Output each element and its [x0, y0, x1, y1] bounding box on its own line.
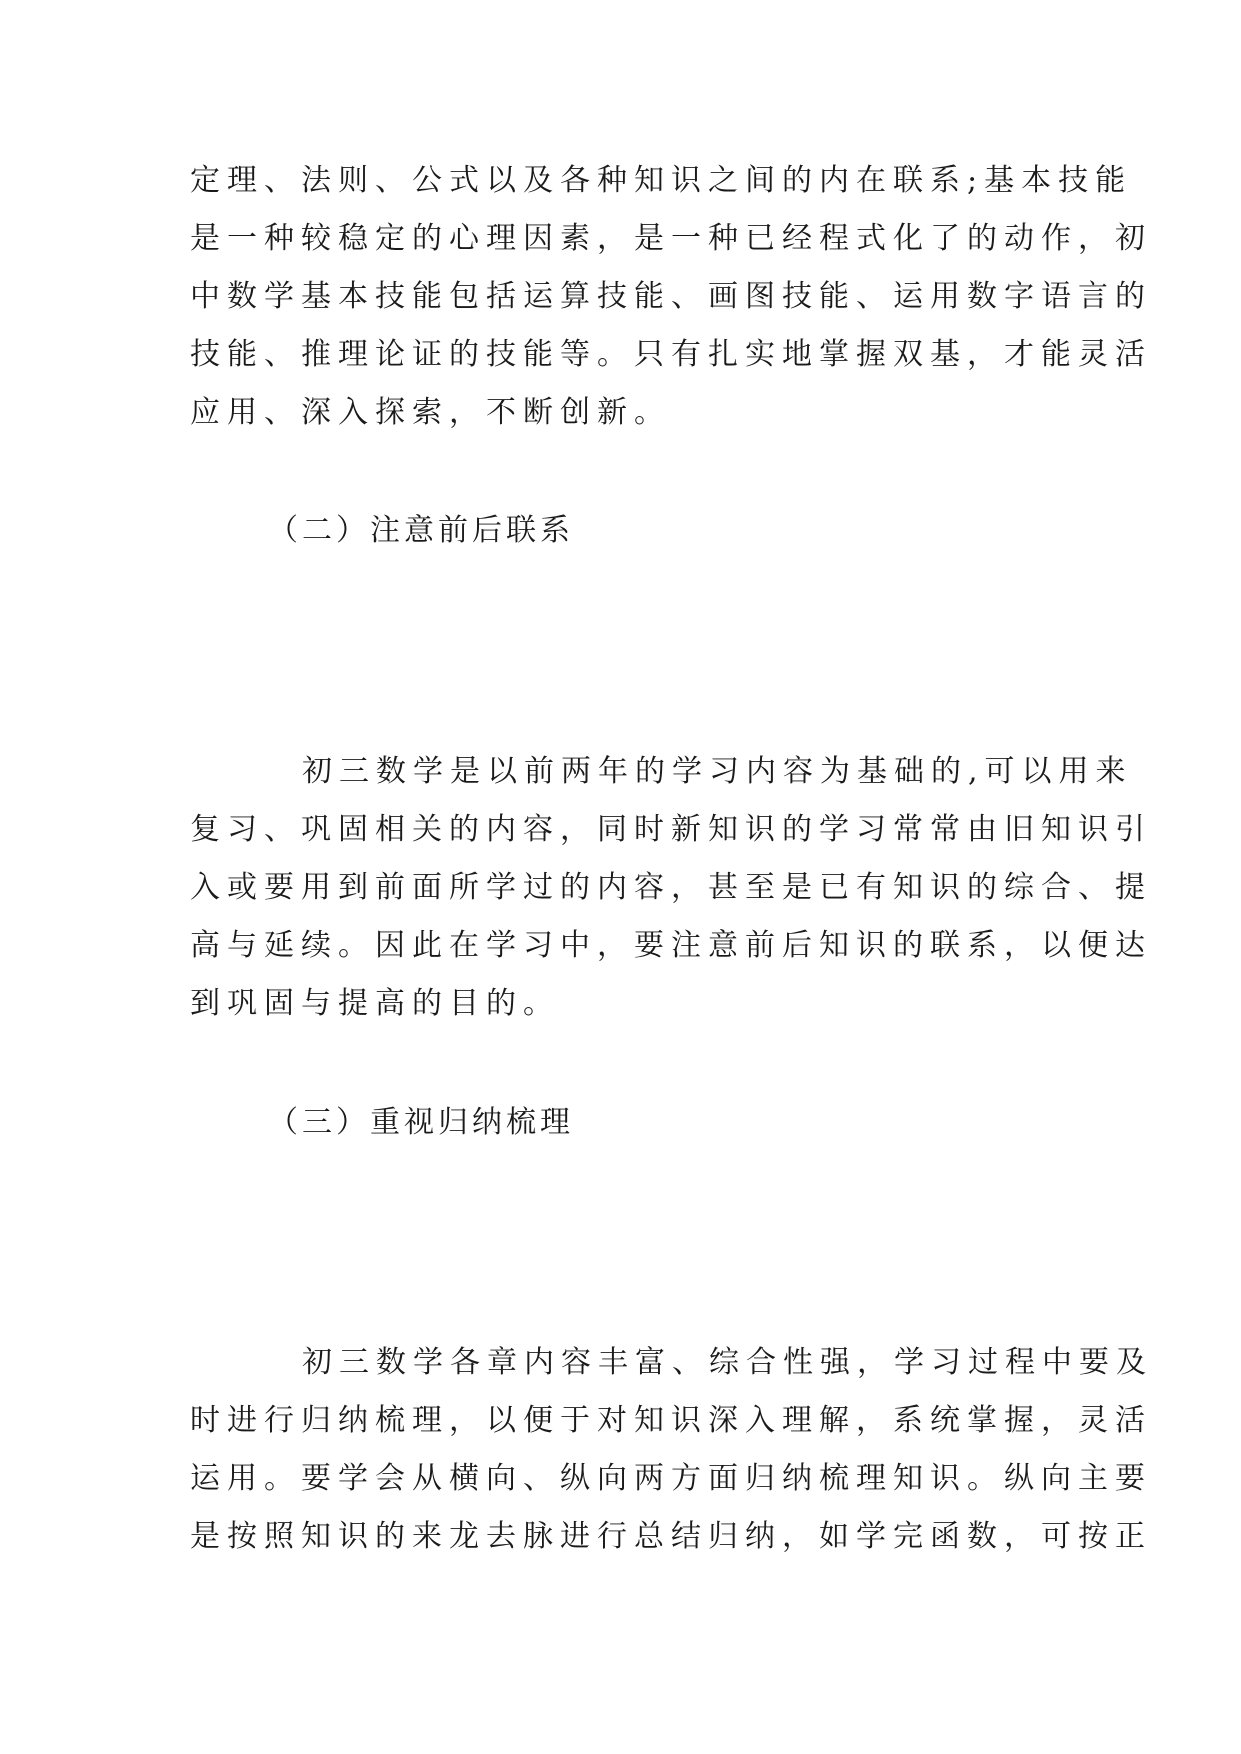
paragraph-line: 应用、深入探索，不断创新。	[190, 395, 671, 430]
paragraph-line: 初三数学各章内容丰富、综合性强，学习过程中要及	[302, 1345, 1153, 1380]
paragraph-line: 中数学基本技能包括运算技能、画图技能、运用数字语言的	[190, 279, 1152, 314]
paragraph-line: 运用。要学会从横向、纵向两方面归纳梳理知识。纵向主要	[190, 1461, 1152, 1496]
paragraph-summarize	[190, 1334, 1153, 1566]
paragraph-basic-skills	[190, 152, 1152, 442]
paragraph-line: 时进行归纳梳理，以便于对知识深入理解，系统掌握，灵活	[190, 1403, 1152, 1438]
paragraph-line: 定理、法则、公式以及各种知识之间的内在联系;基本技能	[190, 163, 1133, 198]
paragraph-line: 是按照知识的来龙去脉进行总结归纳，如学完函数，可按正	[190, 1519, 1152, 1554]
paragraph-line: 初三数学是以前两年的学习内容为基础的,可以用来	[302, 754, 1133, 789]
paragraph-line: 高与延续。因此在学习中，要注意前后知识的联系，以便达	[190, 928, 1152, 963]
paragraph-line: 技能、推理论证的技能等。只有扎实地掌握双基，才能灵活	[190, 337, 1152, 372]
section-heading-3: （三）重视归纳梳理	[268, 1105, 574, 1140]
section-heading-2: （二）注意前后联系	[268, 513, 574, 548]
paragraph-line: 入或要用到前面所学过的内容，甚至是已有知识的综合、提	[190, 870, 1152, 905]
paragraph-line: 到巩固与提高的目的。	[190, 986, 560, 1021]
paragraph-line: 复习、巩固相关的内容，同时新知识的学习常常由旧知识引	[190, 812, 1152, 847]
paragraph-line: 是一种较稳定的心理因素，是一种已经程式化了的动作，初	[190, 221, 1152, 256]
paragraph-connections	[190, 743, 1152, 1033]
